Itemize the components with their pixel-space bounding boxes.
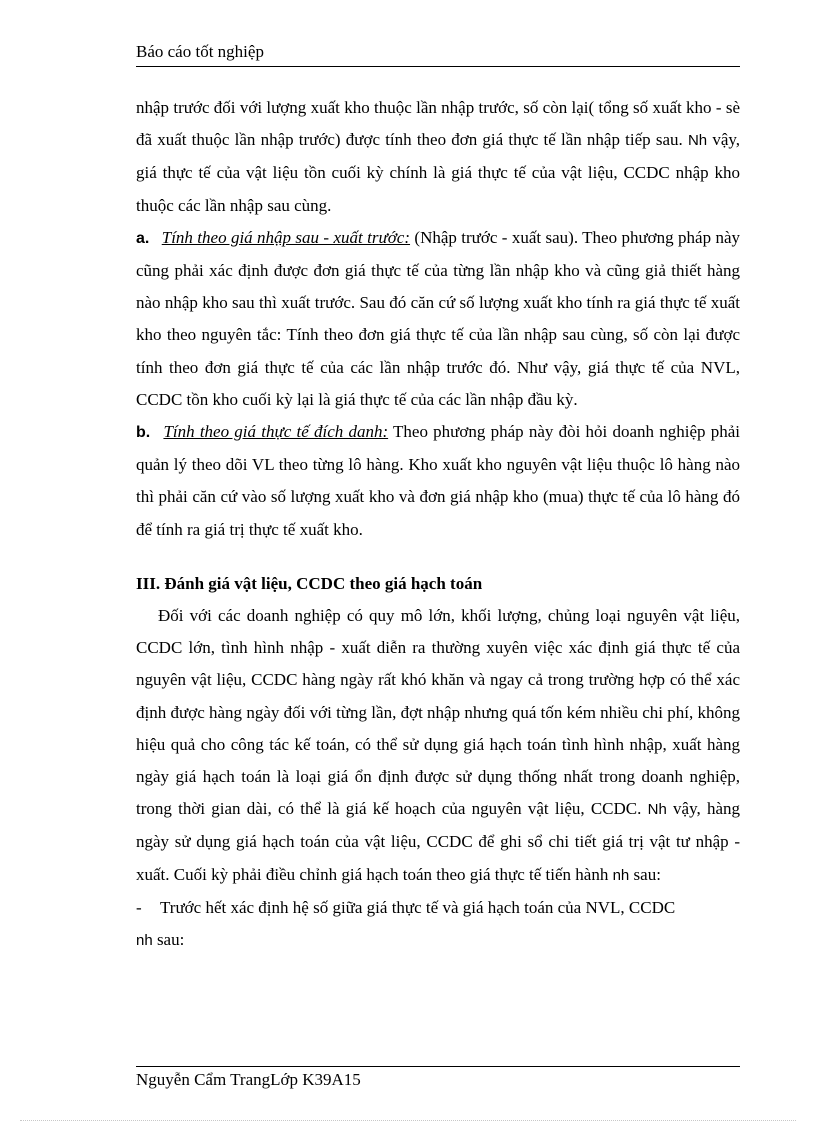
page-header: [136, 40, 740, 64]
footer-divider: [136, 1066, 740, 1067]
method-title: Tính theo giá thực tế đích danh:: [163, 422, 389, 442]
method-item-a: [136, 222, 740, 416]
ocr-fragment-nh: nh: [612, 866, 630, 884]
method-body: (Nhập trước - xuất sau). Theo phương pháp này cũng phải xác định được đơn giá thực tế của từng lần nhập kho và cũng giả thiết hàng nào nhập kho sau thì xuất trước. Sau đó căn cứ số lượng xuất kho tính ra giá thực tế xuất kho theo nguyên tắc: Tính theo đơn giá thực tế của lần nhập sau cùng, số còn lại được tính theo đơn giá thực tế của các lần nhập trước đó. Như vậy, giá thực tế của NVL, CCDC tồn kho cuối kỳ lại là giá thực tế của các lần nhập đầu kỳ.: [136, 227, 741, 409]
page-footer: [136, 1068, 740, 1092]
paragraph-text: sau:: [156, 930, 185, 950]
footer-text: Nguyễn Cẩm TrangLớp K39A15: [136, 1070, 361, 1089]
page-edge-dotted-line: [20, 1120, 796, 1121]
item-marker: a.: [136, 229, 150, 247]
method-item-b: [136, 416, 740, 546]
bullet-item: [136, 892, 740, 924]
paragraph-text: sau:: [633, 864, 661, 884]
method-title: Tính theo giá nhập sau - xuất trước:: [161, 227, 411, 247]
paragraph-text: vậy, giá thực tế của vật liệu tồn cuối kỳ chính là giá thực tế của vật liệu, CCDC nhập kho thuộc các lần nhập sau cùng.: [136, 130, 741, 215]
bullet-dash: -: [136, 897, 142, 917]
header-title: Báo cáo tốt nghiệp: [136, 42, 264, 61]
ocr-fragment-nh: nh: [136, 932, 153, 950]
paragraph-fifo-continuation: [136, 92, 740, 222]
section-paragraph: [136, 600, 740, 892]
item-marker: b.: [136, 424, 151, 442]
bullet-text: Trước hết xác định hệ số giữa giá thực tế và giá hạch toán của NVL, CCDC: [160, 897, 676, 917]
paragraph-text: Đối với các doanh nghiệp có quy mô lớn, khối lượng, chủng loại nguyên vật liệu, CCDC lớn, tình hình nhập - xuất diễn ra thường xuyên việc xác định giá thực tế của nguyên vật liệu, CCDC hàng ngày rất khó khăn và ngay cả trong trường hợp có thể xác định được hàng ngày đối với từng lần, đợt nhập nhưng quá tốn kém nhiều chi phí, không hiệu quả cho công tác kế toán, có thể sử dụng giá hạch toán tình hình nhập, xuất hàng ngày giá hạch toán là loại giá ổn định được sử dụng thống nhất trong doanh nghiệp, trong thời gian dài, có thể là giá kế hoạch của nguyên vật liệu, CCDC.: [136, 606, 740, 819]
trailing-line: [136, 924, 740, 957]
ocr-fragment-nh: Nh: [647, 801, 667, 819]
section-heading: III. Đánh giá vật liệu, CCDC theo giá hạch toán: [136, 573, 483, 593]
paragraph-text: vậy, hàng ngày sử dụng giá hạch toán của vật liệu, CCDC để ghi sổ chi tiết giá trị vật tư nhập - xuất. Cuối kỳ phải điều chỉnh giá hạch toán theo giá thực tế tiến hành: [136, 799, 741, 884]
document-body: [136, 92, 740, 957]
ocr-fragment-nh: Nh: [687, 132, 708, 150]
header-divider: [136, 66, 740, 67]
method-body: Theo phương pháp này đòi hỏi doanh nghiệp phải quản lý theo dõi VL theo từng lô hàng. Kho xuất kho nguyên vật liệu thuộc lô hàng nào thì phải căn cứ vào số lượng xuất kho và đơn giá nhập kho (mua) thực tế của lô hàng đó để tính ra giá trị thực tế xuất kho.: [136, 422, 740, 539]
paragraph-text: nhập trước đối với lượng xuất kho thuộc lần nhập trước, số còn lại( tổng số xuất kho - sè đã xuất thuộc lần nhập trước) được tính theo đơn giá thực tế lần nhập tiếp sau.: [136, 98, 740, 150]
section-spacer: [136, 546, 740, 568]
